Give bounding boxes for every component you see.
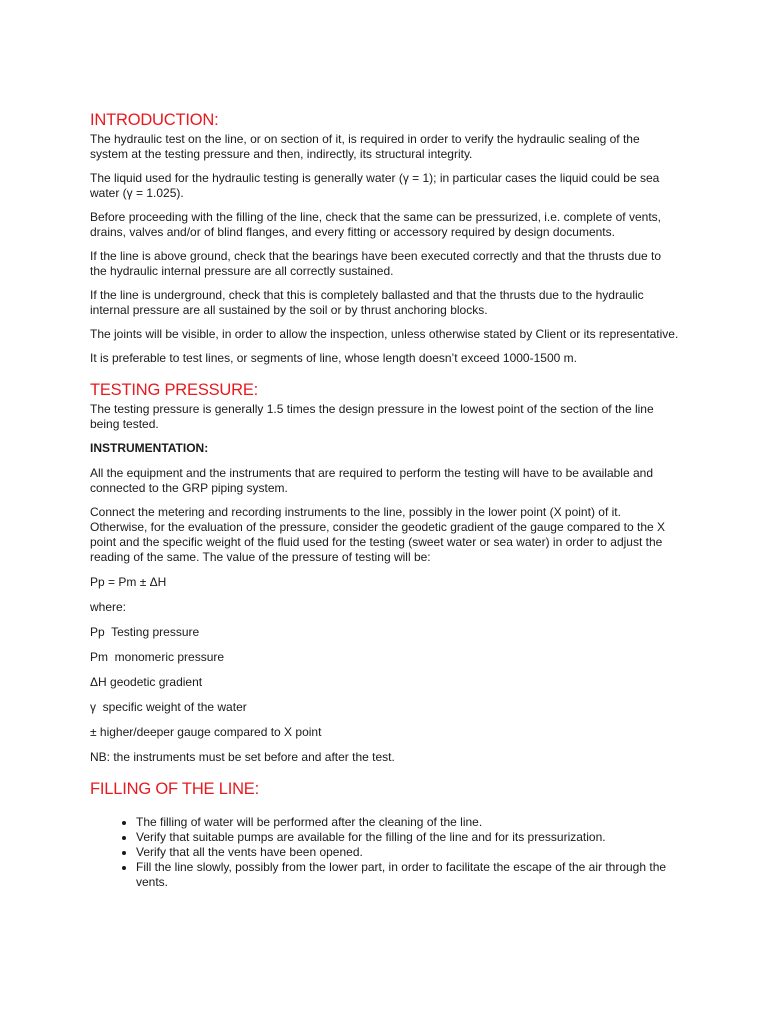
testing-paragraph-3: Connect the metering and recording instruments to the line, possibly in the lower point (X point) of it. Otherwise, for the evaluation of the pressure, consider the geodetic gradient of the gauge compared to the X point and the specific weight of the fluid used for the testing (sweet water or sea water) in order to adjust the reading of the same. The value of the pressure of testing will be:: [90, 505, 666, 564]
pressure-formula: Pp = Pm ± ΔH: [90, 575, 167, 589]
list-item: • Verify that suitable pumps are available for the filling of the line and for its pressurization.: [136, 830, 680, 845]
definition-plus-minus: ± higher/deeper gauge compared to X point: [90, 725, 322, 739]
document-body: [90, 110, 680, 890]
intro-paragraph-4: If the line is above ground, check that the bearings have been executed correctly and that the thrusts due to the hydraulic internal pressure are all correctly sustained.: [90, 249, 662, 278]
intro-paragraph-6: The joints will be visible, in order to allow the inspection, unless otherwise stated by Client or its representative.: [90, 327, 679, 341]
testing-paragraph-1: The testing pressure is generally 1.5 times the design pressure in the lowest point of the section of the line being tested.: [90, 402, 654, 431]
definition-gamma: γ specific weight of the water: [90, 700, 247, 714]
filling-list: [90, 815, 680, 890]
testing-paragraph-2: All the equipment and the instruments that are required to perform the testing will have to be available and connected to the GRP piping system.: [90, 466, 653, 495]
intro-paragraph-1: The hydraulic test on the line, or on section of it, is required in order to verify the hydraulic sealing of the system at the testing pressure and then, indirectly, its structural integrity.: [90, 132, 640, 161]
intro-paragraph-5: If the line is underground, check that this is completely ballasted and that the thrusts due to the hydraulic internal pressure are all sustained by the soil or by thrust anchoring blocks.: [90, 288, 644, 317]
where-label: where:: [90, 600, 127, 614]
introduction-heading: INTRODUCTION:: [90, 111, 219, 129]
testing-pressure-heading: TESTING PRESSURE:: [90, 381, 259, 399]
nb-note: NB: the instruments must be set before and after the test.: [90, 750, 395, 764]
intro-paragraph-2: The liquid used for the hydraulic testing is generally water (γ = 1); in particular cases the liquid could be sea water (γ = 1.025).: [90, 171, 660, 200]
intro-paragraph-7: It is preferable to test lines, or segments of line, whose length doesn’t exceed 1000-1500 m.: [90, 351, 577, 365]
definition-pm: Pm monomeric pressure: [90, 650, 225, 664]
intro-paragraph-3: Before proceeding with the filling of the line, check that the same can be pressurized, i.e. complete of vents, drains, valves and/or of blind flanges, and every fitting or accessory required by design documents.: [90, 210, 661, 239]
list-item: • Fill the line slowly, possibly from the lower part, in order to facilitate the escape of the air through the vents.: [136, 860, 680, 890]
list-item: • Verify that all the vents have been opened.: [136, 845, 680, 860]
instrumentation-subheading: INSTRUMENTATION:: [90, 441, 209, 455]
definition-pp: Pp Testing pressure: [90, 625, 200, 639]
definition-dh: ΔH geodetic gradient: [90, 675, 203, 689]
list-item: • The filling of water will be performed after the cleaning of the line.: [136, 815, 680, 830]
filling-heading: FILLING OF THE LINE:: [90, 780, 259, 798]
